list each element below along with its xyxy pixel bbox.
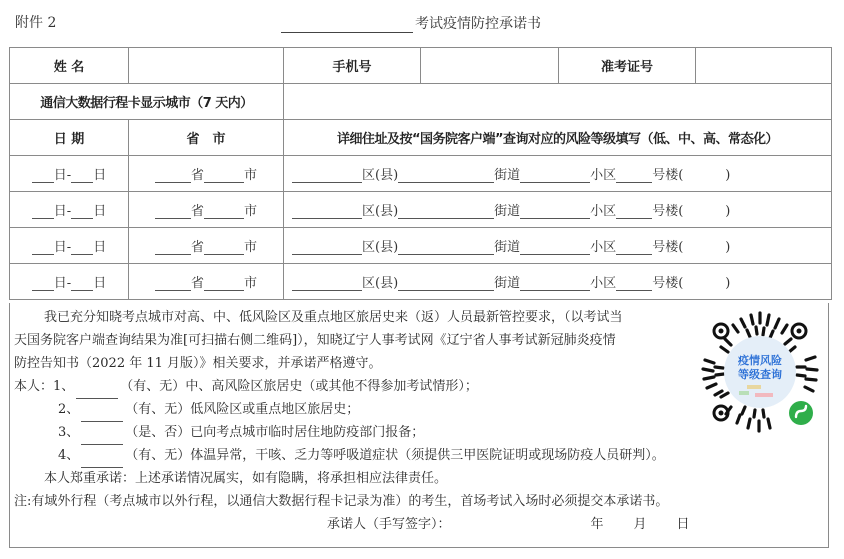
self-label: 本人： <box>14 379 54 394</box>
province-label: 省 <box>190 276 204 291</box>
day-label: 日 <box>93 276 107 291</box>
building-blank[interactable] <box>616 204 652 219</box>
close-paren: ) <box>725 168 731 183</box>
community-blank[interactable] <box>520 276 590 291</box>
close-paren: ) <box>725 204 731 219</box>
item-number: 4、 <box>58 448 80 463</box>
item-3-answer-blank[interactable] <box>81 430 123 445</box>
community-label: 小区 <box>590 240 617 255</box>
attachment-label: 附件 2 <box>15 15 57 31</box>
address-cell[interactable] <box>284 264 832 300</box>
city-label: 市 <box>244 276 258 291</box>
community-blank[interactable] <box>520 204 590 219</box>
pledge-item-3 <box>58 422 424 445</box>
street-blank[interactable] <box>398 240 494 255</box>
building-blank[interactable] <box>616 240 652 255</box>
pledge-form-table <box>9 47 832 300</box>
city-blank[interactable] <box>204 204 244 219</box>
itinerary-entry-row <box>10 192 832 228</box>
community-label: 小区 <box>590 276 617 291</box>
solemn-pledge: 本人郑重承诺：上述承诺情况属实，如有隐瞒，将承担相应法律责任。 <box>44 471 448 486</box>
building-blank[interactable] <box>616 168 652 183</box>
street-label: 街道 <box>494 168 521 183</box>
province-blank[interactable] <box>155 240 191 255</box>
pledge-line-2: 天国务院客户端查询结果为准[可扫描右侧二维码]），知晓辽宁人事考试网《辽宁省人事考试新冠肺炎疫情 <box>14 333 616 348</box>
building-label: 号楼( <box>652 240 684 255</box>
province-blank[interactable] <box>155 204 191 219</box>
itinerary-row <box>10 84 832 120</box>
close-paren: ) <box>725 276 731 291</box>
start-day-blank[interactable] <box>32 276 54 291</box>
end-day-blank[interactable] <box>71 240 93 255</box>
district-blank[interactable] <box>292 276 362 291</box>
qr-center-text-1: 疫情风险 <box>738 354 782 367</box>
date-range-cell[interactable] <box>10 228 129 264</box>
item-options: （有、无） <box>125 402 191 417</box>
phone-field[interactable] <box>421 48 559 84</box>
district-label: 区(县) <box>362 240 399 255</box>
itinerary-label: 通信大数据行程卡显示城市（7 天内） <box>10 84 284 120</box>
province-city-header: 省 市 <box>129 120 284 156</box>
item-2-answer-blank[interactable] <box>81 407 123 422</box>
pledge-item-2 <box>58 399 359 422</box>
community-blank[interactable] <box>520 168 590 183</box>
day-label: 日 <box>93 168 107 183</box>
end-day-blank[interactable] <box>71 276 93 291</box>
item-options: （有、无） <box>125 448 191 463</box>
itinerary-entry-row <box>10 264 832 300</box>
qr-code-icon <box>695 307 825 437</box>
identity-row <box>10 48 832 84</box>
item-1-answer-blank[interactable] <box>76 384 118 399</box>
city-blank[interactable] <box>204 276 244 291</box>
city-blank[interactable] <box>204 240 244 255</box>
building-label: 号楼( <box>652 168 684 183</box>
column-header-row <box>10 120 832 156</box>
district-blank[interactable] <box>292 240 362 255</box>
pledge-line-3: 防控告知书（2022 年 11 月版）》相关要求，并承诺严格遵守。 <box>14 356 382 371</box>
city-blank[interactable] <box>204 168 244 183</box>
province-city-cell[interactable] <box>129 264 284 300</box>
end-day-blank[interactable] <box>71 204 93 219</box>
address-cell[interactable] <box>284 192 832 228</box>
building-label: 号楼( <box>652 276 684 291</box>
pledge-line-1: 我已充分知晓考点城市对高、中、低风险区及重点地区旅居史来（返）人员最新管控要求，（以考试当 <box>44 310 623 325</box>
itinerary-entry-row <box>10 156 832 192</box>
item-text: 已向考点城市临时居住地防疫部门报备； <box>190 425 425 440</box>
street-blank[interactable] <box>398 276 494 291</box>
item-number: 1、 <box>53 379 75 394</box>
address-header: 详细住址及按“国务院客户端”查询对应的风险等级填写（低、中、高、常态化） <box>284 120 832 156</box>
start-day-blank[interactable] <box>32 240 54 255</box>
pledge-item-1 <box>14 376 478 399</box>
street-blank[interactable] <box>398 168 494 183</box>
pledge-item-4 <box>58 445 665 468</box>
item-4-answer-blank[interactable] <box>81 453 123 468</box>
close-paren: ) <box>725 240 731 255</box>
note-text: 注:有域外行程（考点城市以外行程，以通信大数据行程卡记录为准）的考生，首场考试入场时必须提交本承诺书。 <box>14 494 669 509</box>
mini-program-badge-icon <box>789 401 813 425</box>
community-label: 小区 <box>590 204 617 219</box>
day-separator: 日- <box>53 276 72 291</box>
day-label: 日 <box>676 517 690 532</box>
ticket-number-field[interactable] <box>696 48 832 84</box>
item-options: （是、否） <box>125 425 191 440</box>
ticket-number-label: 准考证号 <box>559 48 696 84</box>
start-day-blank[interactable] <box>32 204 54 219</box>
item-text: 低风险区或重点地区旅居史； <box>190 402 360 417</box>
address-cell[interactable] <box>284 228 832 264</box>
item-number: 2、 <box>58 402 80 417</box>
province-city-cell[interactable] <box>129 228 284 264</box>
community-label: 小区 <box>590 168 617 183</box>
district-label: 区(县) <box>362 168 399 183</box>
item-text: 体温异常，干咳、乏力等呼吸道症状（须提供三甲医院证明或现场防疫人员研判）。 <box>190 448 665 463</box>
document-title <box>281 13 541 33</box>
street-label: 街道 <box>494 276 521 291</box>
name-label: 姓 名 <box>10 48 129 84</box>
day-label: 日 <box>93 240 107 255</box>
signature-row <box>327 514 690 537</box>
itinerary-field[interactable] <box>284 84 832 120</box>
exam-name-blank[interactable] <box>281 18 413 33</box>
building-blank[interactable] <box>616 276 652 291</box>
street-label: 街道 <box>494 240 521 255</box>
item-text: 中、高风险区旅居史（或其他不得参加考试情形）； <box>185 379 478 394</box>
province-blank[interactable] <box>155 168 191 183</box>
phone-label: 手机号 <box>284 48 421 84</box>
province-city-cell[interactable] <box>129 156 284 192</box>
end-day-blank[interactable] <box>71 168 93 183</box>
district-label: 区(县) <box>362 276 399 291</box>
province-blank[interactable] <box>155 276 191 291</box>
province-label: 省 <box>190 240 204 255</box>
building-label: 号楼( <box>652 204 684 219</box>
title-suffix: 考试疫情防控承诺书 <box>415 16 541 32</box>
start-day-blank[interactable] <box>32 168 54 183</box>
risk-query-qr-code[interactable] <box>695 307 825 437</box>
month-label: 月 <box>633 517 647 532</box>
qr-center-text-2: 等级查询 <box>738 368 782 381</box>
district-label: 区(县) <box>362 204 399 219</box>
day-separator: 日- <box>53 240 72 255</box>
signature-label: 承诺人（手写签字）： <box>327 517 451 532</box>
date-range-cell[interactable] <box>10 156 129 192</box>
province-city-cell[interactable] <box>129 192 284 228</box>
item-number: 3、 <box>58 425 80 440</box>
item-options: （有、无） <box>120 379 186 394</box>
date-range-cell[interactable] <box>10 192 129 228</box>
city-label: 市 <box>244 204 258 219</box>
year-label: 年 <box>590 517 604 532</box>
district-blank[interactable] <box>292 168 362 183</box>
day-label: 日 <box>93 204 107 219</box>
date-range-cell[interactable] <box>10 264 129 300</box>
street-label: 街道 <box>494 204 521 219</box>
date-header: 日 期 <box>10 120 129 156</box>
province-label: 省 <box>190 168 204 183</box>
community-blank[interactable] <box>520 240 590 255</box>
province-label: 省 <box>190 204 204 219</box>
street-blank[interactable] <box>398 204 494 219</box>
itinerary-entry-row <box>10 228 832 264</box>
name-field[interactable] <box>129 48 284 84</box>
address-cell[interactable] <box>284 156 832 192</box>
day-separator: 日- <box>53 168 72 183</box>
city-label: 市 <box>244 240 258 255</box>
district-blank[interactable] <box>292 204 362 219</box>
city-label: 市 <box>244 168 258 183</box>
day-separator: 日- <box>53 204 72 219</box>
